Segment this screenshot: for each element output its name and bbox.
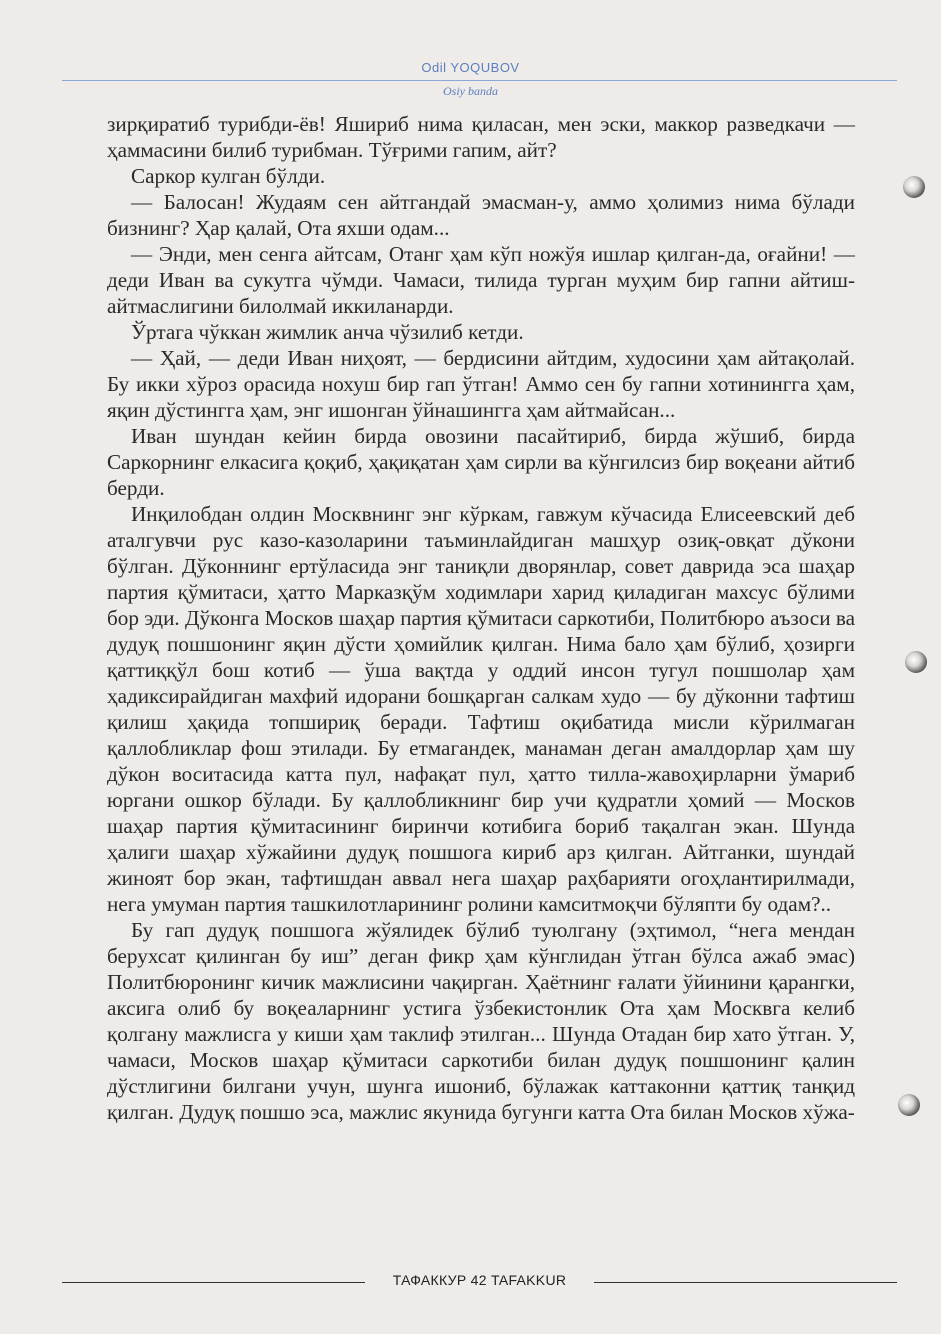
paragraph: Бу гап дудуқ пошшога жўялидек бўлиб туюлгану (эҳтимол, “нега мендан берухсат қилинган бу иш” деган фикр ҳам кўнглидан ўтган бўлса ажаб эмас) Политбюронинг кичик мажлисини чақирган. Ҳаётнинг ғалати ўйинини қарангки, аксига олиб бу воқеаларнинг устига ўзбекистонлик Ота ҳам Москвга келиб қолгану мажлисга у киши ҳам таклиф этилган... Шунда Отадан бир хато ўтган. У, чамаси, Москов шаҳар қўмитаси саркотиби билан дудуқ пошшонинг қалин дўстлигини билгани учун, шунга ишониб, бўлажак каттаконни қаттиқ танқид қилган. Дудуқ пошшо эса, мажлис якунида бугунги катта Ота билан Москов хўжа- bbox=[107, 918, 855, 1124]
body-text bbox=[107, 111, 855, 1125]
binder-hole-icon bbox=[898, 1094, 920, 1116]
paragraph: — Ҳай, — деди Иван ниҳоят, — бердисини айтдим, худосини ҳам айтақолай. Бу икки хўроз орасида нохуш бир гап ўтган! Аммо сен бу гапни хотинингга ҳам, яқин дўстингга ҳам, энг ишонган ўйнашингга ҳам айтмайсан... bbox=[107, 346, 855, 422]
running-header-book-title: Osiy banda bbox=[443, 84, 498, 98]
footer-rule-right bbox=[594, 1282, 897, 1283]
paragraph: зирқиратиб турибди-ёв! Яшириб нима қиласан, мен эски, маккор разведкачи — ҳаммасини билиб турибман. Тўғрими гапим, айт? bbox=[107, 112, 855, 162]
paragraph: Саркор кулган бўлди. bbox=[131, 164, 326, 188]
paragraph: — Балосан! Жудаям сен айтгандай эмасман-у, аммо ҳолимиз нима бўлади бизнинг? Ҳар қалай, Ота яхши одам... bbox=[107, 190, 855, 240]
binder-hole-icon bbox=[905, 651, 927, 673]
header-rule bbox=[62, 80, 897, 81]
running-header-author: Odil YOQUBOV bbox=[421, 60, 520, 75]
page-footer bbox=[62, 1272, 897, 1292]
footer-page-number: ТАФАККУР 42 TAFAKKUR bbox=[392, 1272, 567, 1288]
paragraph: — Энди, мен сенга айтсам, Отанг ҳам кўп ножўя ишлар қилган-да, оғайни! — деди Иван ва сукутга чўмди. Чамаси, тилида турган муҳим бир гапни айтиш-айтмаслигини билолмай иккиланарди. bbox=[107, 242, 855, 318]
paragraph: Ўртага чўккан жимлик анча чўзилиб кетди. bbox=[131, 320, 524, 344]
paragraph: Иван шундан кейин бирда овозини пасайтириб, бирда жўшиб, бирда Саркорнинг елкасига қоқиб, ҳақиқатан ҳам сирли ва кўнгилсиз бир воқеани айтиб берди. bbox=[107, 424, 855, 500]
binder-hole-icon bbox=[903, 176, 925, 198]
paragraph: Инқилобдан олдин Москвнинг энг кўркам, гавжум кўчасида Елисеевский деб аталгувчи рус казо-казоларини таъминлайдиган машҳур озиқ-овқат дўкони бўлган. Дўконнинг ертўласида энг таниқли дворянлар, совет даврида эса шаҳар партия қўмитаси, ҳатто Марказқўм ходимлари харид қиладиган махсус бўлими бор эди. Дўконга Москов шаҳар партия қўмитаси саркотиби, Политбюро аъзоси ва дудуқ пошшонинг яқин дўсти ҳомийлик қилган. Нима бало ҳам бўлиб, ҳозирги қаттиққўл бош котиб — ўша вақтда у оддий инсон тугул пошшолар ҳам ҳадиксирайдиган махфий идорани бошқарган салкам худо — бу дўконни тафтиш қилиш ҳақида топшириқ беради. Тафтиш оқибатида мисли кўрилмаган қаллобликлар фош этилади. Бу етмагандек, манаман деган амалдорлар ҳам шу дўкон воситасида катта пул, нафақат пул, ҳатто тилла-жавоҳирларни ўмариб юргани ошкор бўлади. Бу қаллобликнинг бир учи қудратли ҳомий — Москов шаҳар партия қўмитасининг биринчи котибига бориб тақалган экан. Шунда ҳалиги шаҳар хўжайини дудуқ пошшога кириб арз қилган. Айтганки, шундай жиноят бор экан, тафтишдан аввал нега шаҳар раҳбарияти огоҳлантирилмади, нега умуман партия ташкилотларининг ролини камситмоқчи бўляпти бу одам?.. bbox=[107, 502, 855, 916]
